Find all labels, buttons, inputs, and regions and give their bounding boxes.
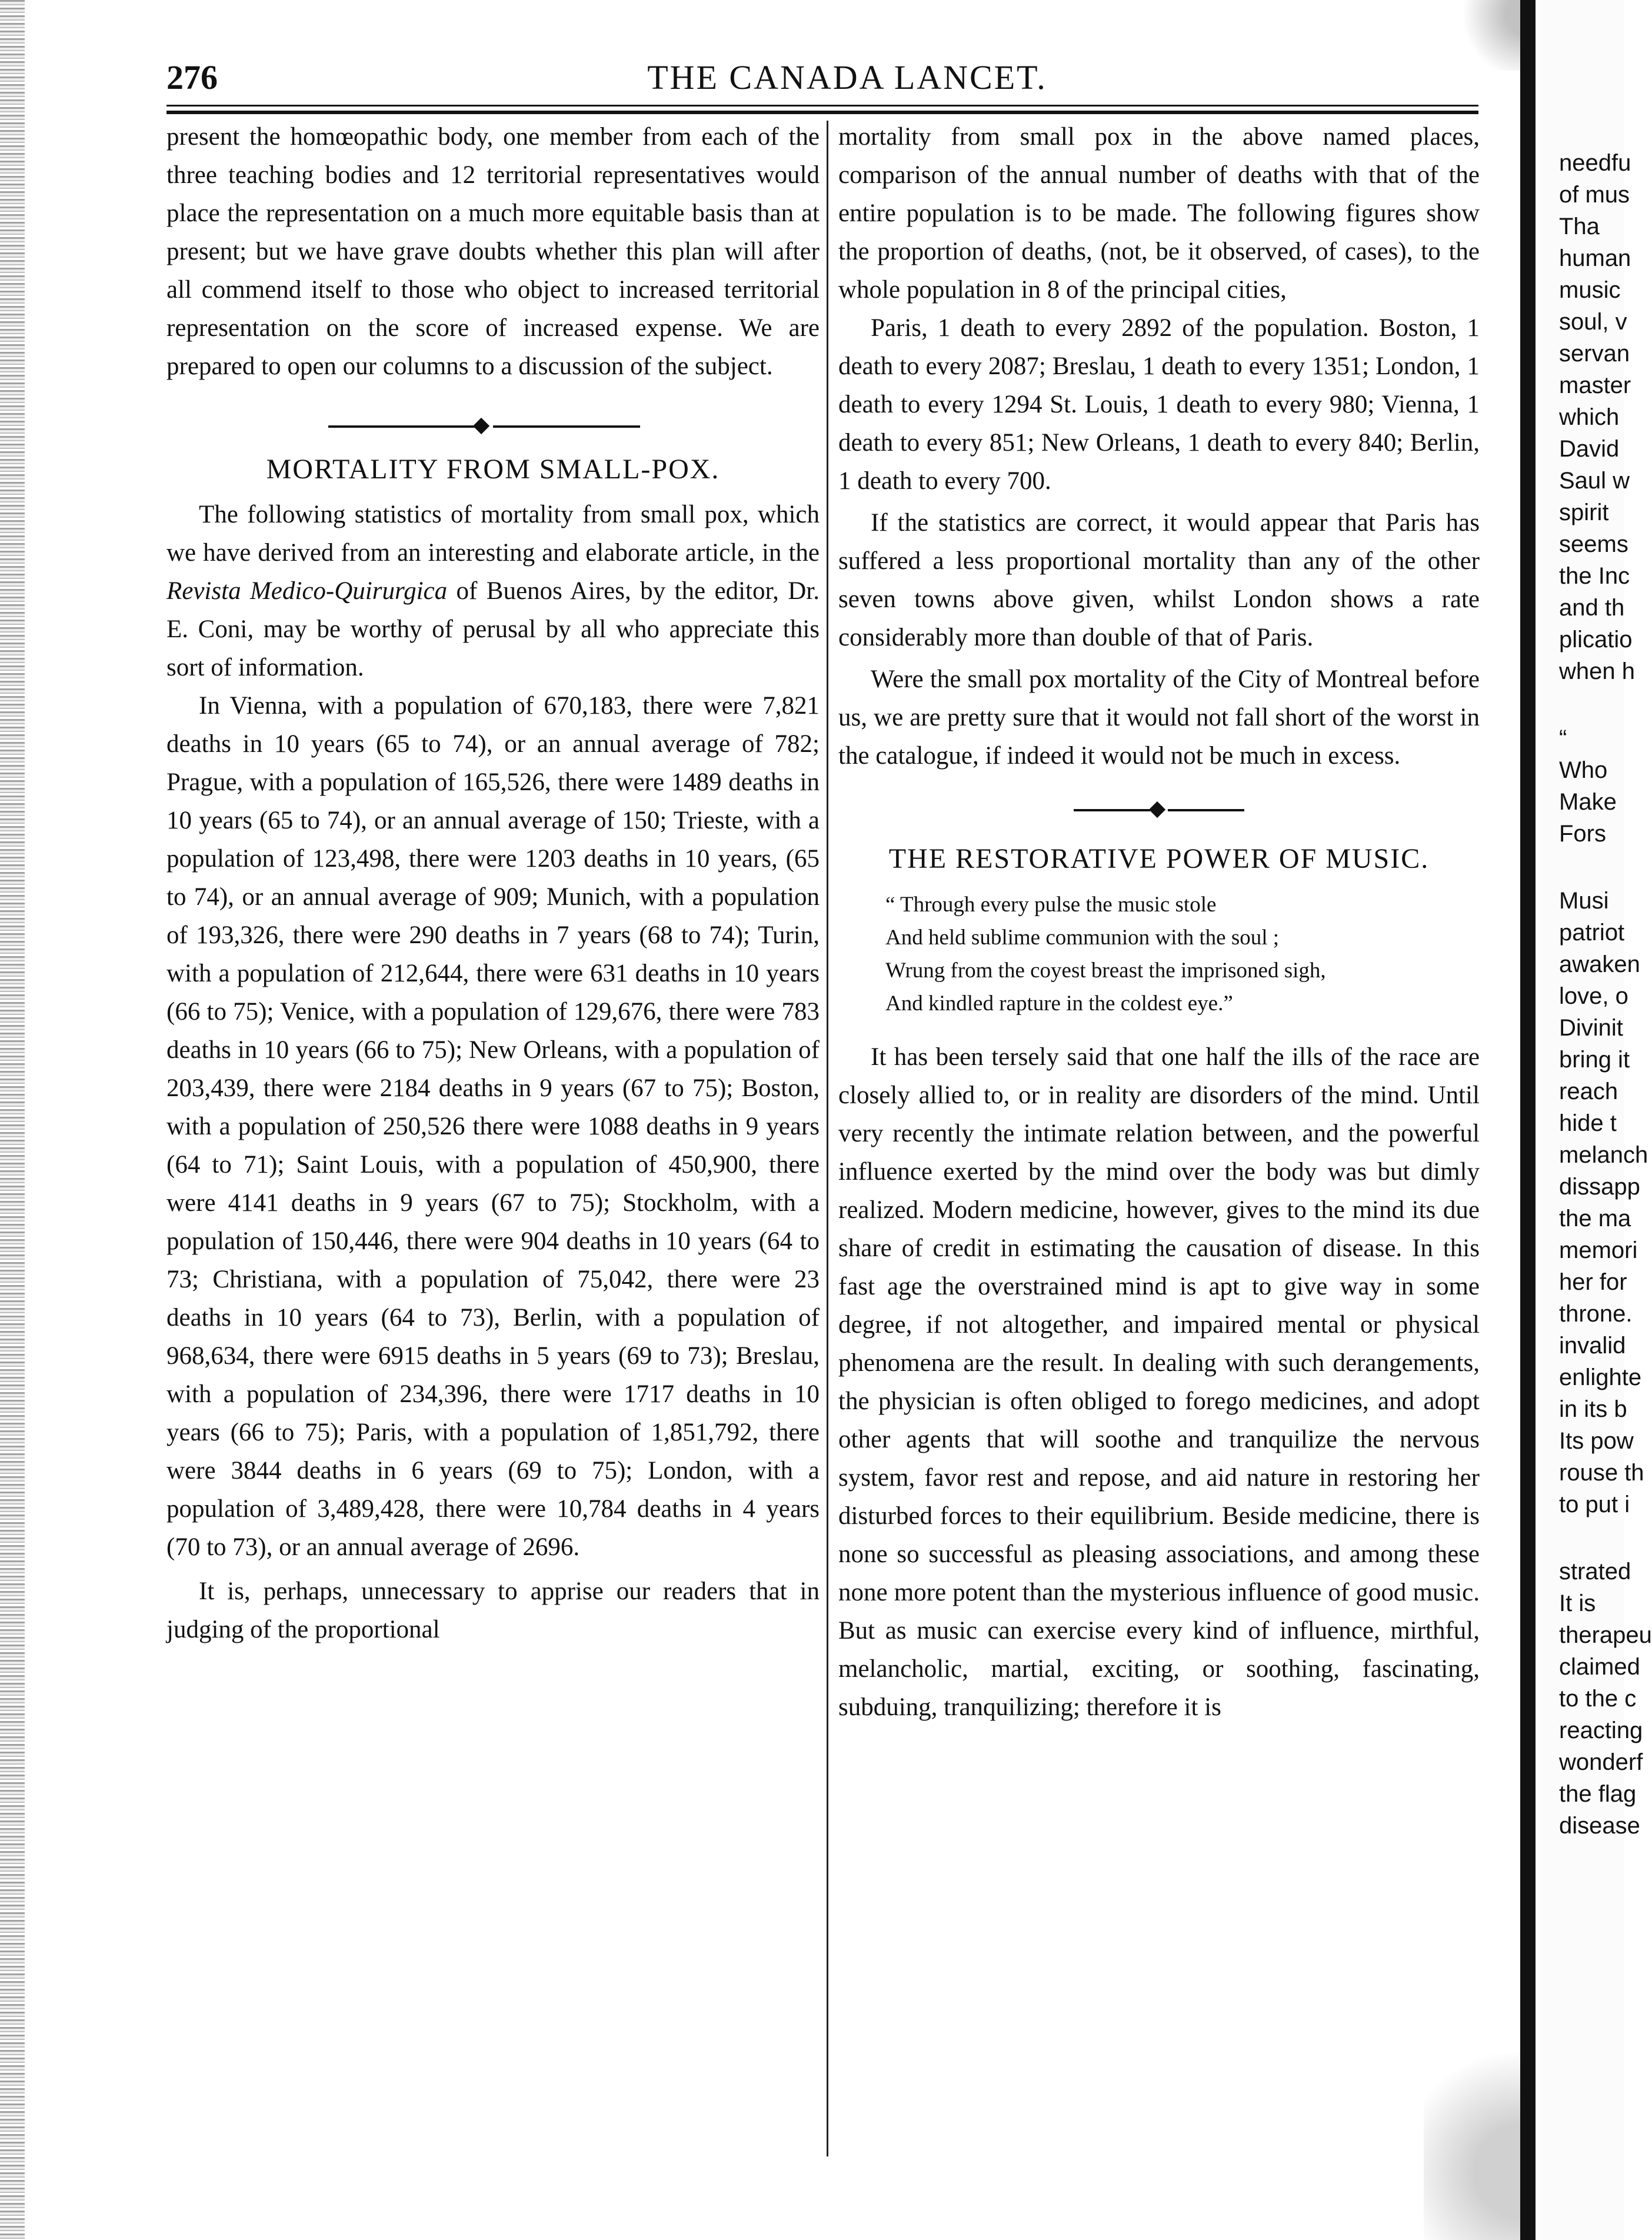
adjacent-page-fragment: reacting <box>1559 1718 1643 1743</box>
journal-title: Revista Medico-Quirurgica <box>166 577 448 605</box>
adjacent-page-fragment: when h <box>1559 658 1635 684</box>
paragraph-text: The following statistics of mortality from small pox, which we have derived from an interesting and elaborate article, in the <box>166 501 820 567</box>
adjacent-page-fragment: Who <box>1559 757 1608 783</box>
adjacent-page-fragment: the flag <box>1559 1781 1637 1807</box>
adjacent-page-fragment: soul, v <box>1559 309 1627 335</box>
adjacent-page-text <box>1559 147 1652 1842</box>
adjacent-page-fragment: Fors <box>1559 821 1606 847</box>
adjacent-page-fragment: Saul w <box>1559 468 1630 494</box>
adjacent-page-fragment: plicatio <box>1559 627 1633 653</box>
adjacent-page-fragment: her for <box>1559 1269 1627 1295</box>
adjacent-page-fragment: servan <box>1559 341 1630 367</box>
adjacent-page-fragment: rouse th <box>1559 1460 1644 1486</box>
adjacent-page-fragment: therapeu <box>1559 1622 1652 1648</box>
section-ornament <box>166 403 820 450</box>
adjacent-page-fragment: dissapp <box>1559 1174 1640 1200</box>
adjacent-page-fragment: It is <box>1559 1590 1596 1616</box>
epigraph-verse <box>885 888 1480 1020</box>
paragraph: Were the small pox mortality of the City of Montreal before us, we are pretty sure that it would not fall short of the worst in the catalogue, if indeed it would not be much in excess. <box>838 665 1480 770</box>
verse-line: “ Through every pulse the music stole <box>885 893 1217 917</box>
section-heading: MORTALITY FROM SMALL-POX. <box>266 454 720 485</box>
header-rule <box>166 105 1478 106</box>
adjacent-page-fragment: throne. <box>1559 1301 1633 1327</box>
adjacent-page-fragment: to put i <box>1559 1492 1630 1517</box>
adjacent-page-fragment: Musi <box>1559 888 1609 914</box>
adjacent-page-fragment: to the c <box>1559 1686 1637 1712</box>
paragraph-text: of Buenos Aires, by the editor, Dr. E. Coni, may be worthy of perusal by all who appreciate this sort of information. <box>166 577 820 681</box>
adjacent-page-fragment: awaken <box>1559 951 1640 977</box>
header-rule-thick <box>166 111 1478 114</box>
adjacent-page-fragment: seems <box>1559 531 1628 557</box>
adjacent-page-fragment: wonderf <box>1559 1749 1643 1775</box>
fragment-gap <box>1559 1520 1624 1556</box>
adjacent-page-fragment: patriot <box>1559 920 1625 946</box>
paragraph: In Vienna, with a population of 670,183, there were 7,821 deaths in 10 years (65 to 74), or an annual average of 782; Prague, with a population of 165,526, there were 1489 deaths in 10 years (65 to 74), or an annual average of 150; Trieste, with a population of 123,498, there were 1203 deaths in 10 years, (65 to 74), or an annual average of 909; Munich, with a population of 193,326, there were 290 deaths in 7 years (68 to 74); Turin, with a population of 212,644, there were 631 deaths in 10 years (66 to 75); Venice, with a population of 129,676, there were 783 deaths in 10 years (66 to 75); New Orleans, with a population of 203,439, there were 2184 deaths in 9 years (67 to 75); Boston, with a population of 250,526 there were 1088 deaths in 9 years (64 to 71); Saint Louis, with a population of 450,900, there were 4141 deaths in 9 years (67 to 75); Stockholm, with a population of 150,446, there were 904 deaths in 10 years (64 to 73; Christiana, with a population of 75,042, there were 23 deaths in 10 years (64 to 73), Berlin, with a population of 968,634, there were 6915 deaths in 5 years (69 to 73); Breslau, with a population of 234,396, there were 1717 deaths in 10 years (66 to 75); Paris, with a population of 1,851,792, there were 3844 deaths in 6 years (69 to 75); London, with a population of 3,489,428, there were 10,784 deaths in 4 years (70 to 73), or an annual average of 2696. <box>166 692 820 1561</box>
adjacent-page-fragment: David <box>1559 436 1620 462</box>
adjacent-page-fragment: love, o <box>1559 983 1628 1009</box>
verse-line: And kindled rapture in the coldest eye.” <box>885 991 1233 1016</box>
paragraph: If the statistics are correct, it would appear that Paris has suffered a less proportional mortality than any of the other seven towns above given, whilst London shows a rate considerably more than double of that of Paris. <box>838 509 1480 651</box>
fragment-gap <box>1559 850 1624 885</box>
fragment-gap <box>1559 687 1624 723</box>
adjacent-page-fragment: of mus <box>1559 182 1630 208</box>
adjacent-page-fragment: hide t <box>1559 1110 1617 1136</box>
book-spine <box>1520 0 1536 2240</box>
adjacent-page-fragment: the ma <box>1559 1206 1631 1231</box>
middle-column <box>838 118 1480 1726</box>
adjacent-page-fragment: and th <box>1559 595 1625 621</box>
adjacent-page-fragment: strated <box>1559 1559 1631 1585</box>
paragraph: It is, perhaps, unnecessary to apprise our readers that in judging of the proportional <box>166 1577 820 1643</box>
paragraph: mortality from small pox in the above named places, comparison of the annual number of deaths with that of the entire population is to be made. The following figures show the proportion of deaths, (not, be it observed, of cases), to the whole population in 8 of the principal cities, <box>838 123 1480 304</box>
column-divider <box>827 121 828 2156</box>
adjacent-page-fragment: music <box>1559 277 1621 303</box>
adjacent-page-fragment: Its pow <box>1559 1428 1634 1454</box>
adjacent-page-fragment: reach <box>1559 1079 1618 1104</box>
running-title: THE CANADA LANCET. <box>647 58 1047 96</box>
adjacent-page-fragment: needfu <box>1559 150 1631 176</box>
verse-line: Wrung from the coyest breast the imprisoned sigh, <box>885 958 1326 983</box>
adjacent-page-fragment: which <box>1559 404 1620 430</box>
paragraph: It has been tersely said that one half the ills of the race are closely allied to, or in reality are disorders of the mind. Until very recently the intimate relation between, and the powerful influence exerted by the mind over the body was but dimly realized. Modern medicine, however, gives to the mind its due share of credit in estimating the causation of disease. In this fast age the overstrained mind is apt to give way in some degree, if not altogether, and impaired mental or physical phenomena are the result. In dealing with such derangements, the physician is often obliged to forego medicines, and adopt other agents that will soothe and tranquilize the nervous system, favor rest and repose, and aid nature in restoring her disturbed forces to their equilibrium. Beside medicine, there is none so successful as pleasing associations, and among these none more potent than the mysterious influence of good music. But as music can exercise every kind of influence, mirthful, melancholic, martial, exciting, or soothing, fascinating, subduing, tranquilizing; therefore it is <box>838 1043 1480 1721</box>
adjacent-page-fragment: Tha <box>1559 214 1600 239</box>
page-number: 276 <box>166 58 218 96</box>
adjacent-page-fragment: claimed <box>1559 1654 1640 1680</box>
section-heading: THE RESTORATIVE POWER OF MUSIC. <box>888 843 1430 874</box>
adjacent-page-fragment: melanch <box>1559 1142 1648 1168</box>
section-ornament <box>838 787 1480 834</box>
verse-line: And held sublime communion with the soul ; <box>885 926 1280 950</box>
adjacent-page-fragment: the Inc <box>1559 563 1630 589</box>
adjacent-page-fragment: “ <box>1559 725 1567 751</box>
adjacent-page-fragment: Divinit <box>1559 1015 1623 1041</box>
adjacent-page-fragment: Make <box>1559 789 1617 815</box>
adjacent-page-fragment: enlighte <box>1559 1364 1642 1390</box>
left-binding-edge <box>0 0 25 2240</box>
adjacent-page-fragment: memori <box>1559 1237 1638 1263</box>
paragraph <box>166 495 820 687</box>
adjacent-page-fragment: master <box>1559 372 1631 398</box>
adjacent-page-fragment: invalid <box>1559 1333 1626 1359</box>
paragraph: Paris, 1 death to every 2892 of the population. Boston, 1 death to every 2087; Breslau, 1 death to every 1351; London, 1 death to every 1294 St. Louis, 1 death to every 980; Vienna, 1 death to every 851; New Orleans, 1 death to every 840; Berlin, 1 death to every 700. <box>838 314 1480 495</box>
left-column <box>166 118 820 1649</box>
adjacent-page-fragment: disease <box>1559 1813 1640 1839</box>
adjacent-page-fragment: spirit <box>1559 500 1609 525</box>
adjacent-page-fragment: in its b <box>1559 1396 1627 1422</box>
adjacent-page-fragment: bring it <box>1559 1047 1630 1073</box>
paragraph: present the homœopathic body, one member from each of the three teaching bodies and 12 territorial representatives would place the representation on a much more equitable basis than at present; but we have grave doubts whether this plan will after all commend itself to those who object to increased territorial representation on the score of increased expense. We are prepared to open our columns to a discussion of the subject. <box>166 123 820 380</box>
adjacent-page-fragment: human <box>1559 245 1631 271</box>
